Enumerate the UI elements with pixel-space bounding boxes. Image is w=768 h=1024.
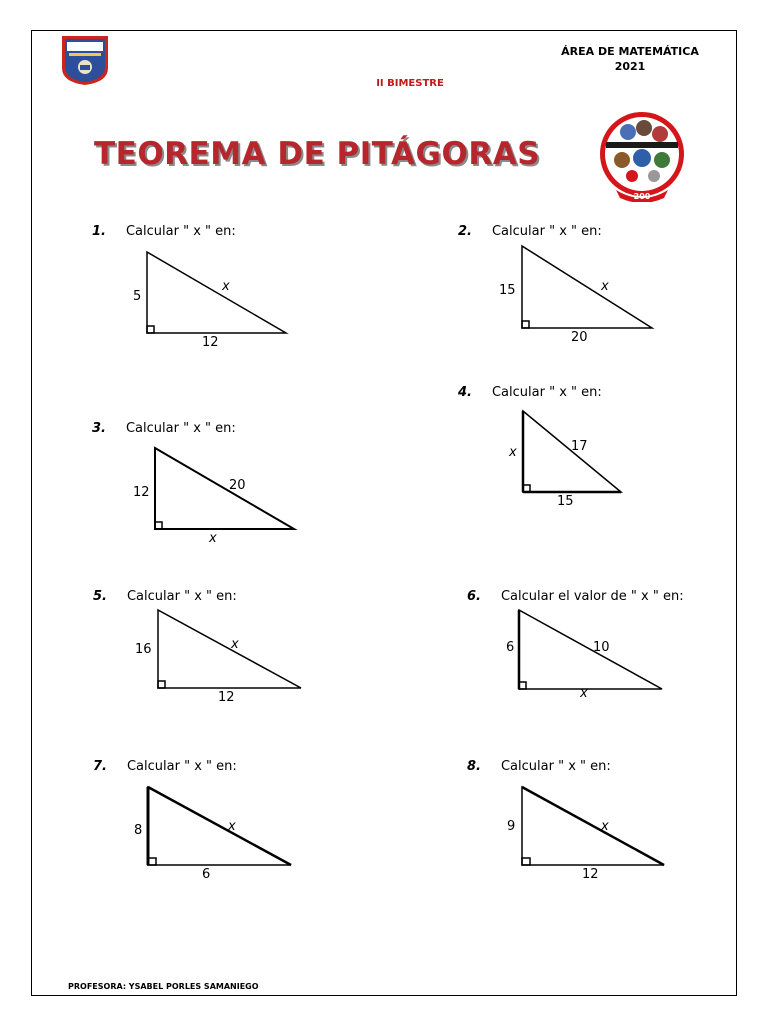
triangle-5-hypotenuse: x	[231, 637, 239, 652]
triangle-8-horizontal-leg: 12	[582, 867, 599, 882]
triangle-6-shape	[519, 610, 662, 689]
problem-5-number: 5.	[93, 589, 107, 604]
triangle-1-shape	[147, 252, 286, 333]
triangle-4-vertical-leg: x	[509, 445, 517, 460]
bimestre-label: II BIMESTRE	[376, 78, 444, 89]
triangle-7-hypotenuse: x	[228, 819, 236, 834]
triangle-1-vertical-leg: 5	[133, 289, 142, 304]
teacher-footer: PROFESORA: YSABEL PORLES SAMANIEGO	[68, 982, 259, 991]
area-label: ÁREA DE MATEMÁTICA	[561, 45, 699, 58]
problem-4-number: 4.	[458, 385, 472, 400]
triangle-8-vertical-leg: 9	[507, 819, 516, 834]
problem-5-prompt: Calcular " x " en:	[126, 589, 237, 604]
triangle-2-shape	[522, 246, 652, 328]
problem-7-number: 7.	[93, 759, 107, 774]
triangle-1-hypotenuse: x	[222, 279, 230, 294]
triangle-5-horizontal-leg: 12	[218, 690, 235, 705]
triangle-7-vertical-leg: 8	[134, 823, 143, 838]
triangle-3-hypotenuse: 20	[229, 478, 246, 493]
triangle-3-shape	[155, 448, 294, 529]
problem-6-number: 6.	[467, 589, 481, 604]
problem-1-prompt: Calcular " x " en:	[125, 224, 236, 239]
problem-6-prompt: Calcular el valor de " x " en:	[500, 589, 684, 604]
problem-2-prompt: Calcular " x " en:	[491, 224, 602, 239]
seal-text: 200	[633, 192, 651, 201]
problem-8-number: 8.	[467, 759, 481, 774]
triangle-2-right-angle	[522, 321, 529, 328]
triangle-4-hypotenuse: 17	[571, 439, 588, 454]
triangle-1-right-angle	[147, 326, 154, 333]
problem-2-number: 2.	[458, 224, 472, 239]
triangle-7-horizontal-leg: 6	[202, 867, 211, 882]
triangle-8-right-angle	[522, 858, 530, 865]
triangle-6-horizontal-leg: x	[580, 686, 588, 701]
triangle-2-hypotenuse: x	[601, 279, 609, 294]
triangle-2-horizontal-leg: 20	[571, 330, 588, 345]
problem-8-prompt: Calcular " x " en:	[500, 759, 611, 774]
problem-1-number: 1.	[92, 224, 106, 239]
problem-3-prompt: Calcular " x " en:	[125, 421, 236, 436]
problem-7-prompt: Calcular " x " en:	[126, 759, 237, 774]
triangle-4-horizontal-leg: 15	[557, 494, 574, 509]
triangle-8-hypotenuse: x	[601, 819, 609, 834]
triangle-6-vertical-leg: 6	[506, 640, 515, 655]
triangle-5-vertical-leg: 16	[135, 642, 152, 657]
problem-3-number: 3.	[92, 421, 106, 436]
year-label: 2021	[614, 60, 646, 73]
problem-4-prompt: Calcular " x " en:	[491, 385, 602, 400]
triangle-6-hypotenuse: 10	[593, 640, 610, 655]
triangle-3-right-angle	[155, 522, 162, 529]
triangle-3-vertical-leg: 12	[133, 485, 150, 500]
triangle-1-horizontal-leg: 12	[202, 335, 219, 350]
page-title: TEOREMA DE PITÁGORAS	[94, 136, 541, 172]
triangle-5-right-angle	[158, 681, 165, 688]
triangle-2-vertical-leg: 15	[499, 283, 516, 298]
triangle-5-shape	[158, 610, 301, 688]
triangle-3-horizontal-leg: x	[209, 531, 217, 546]
